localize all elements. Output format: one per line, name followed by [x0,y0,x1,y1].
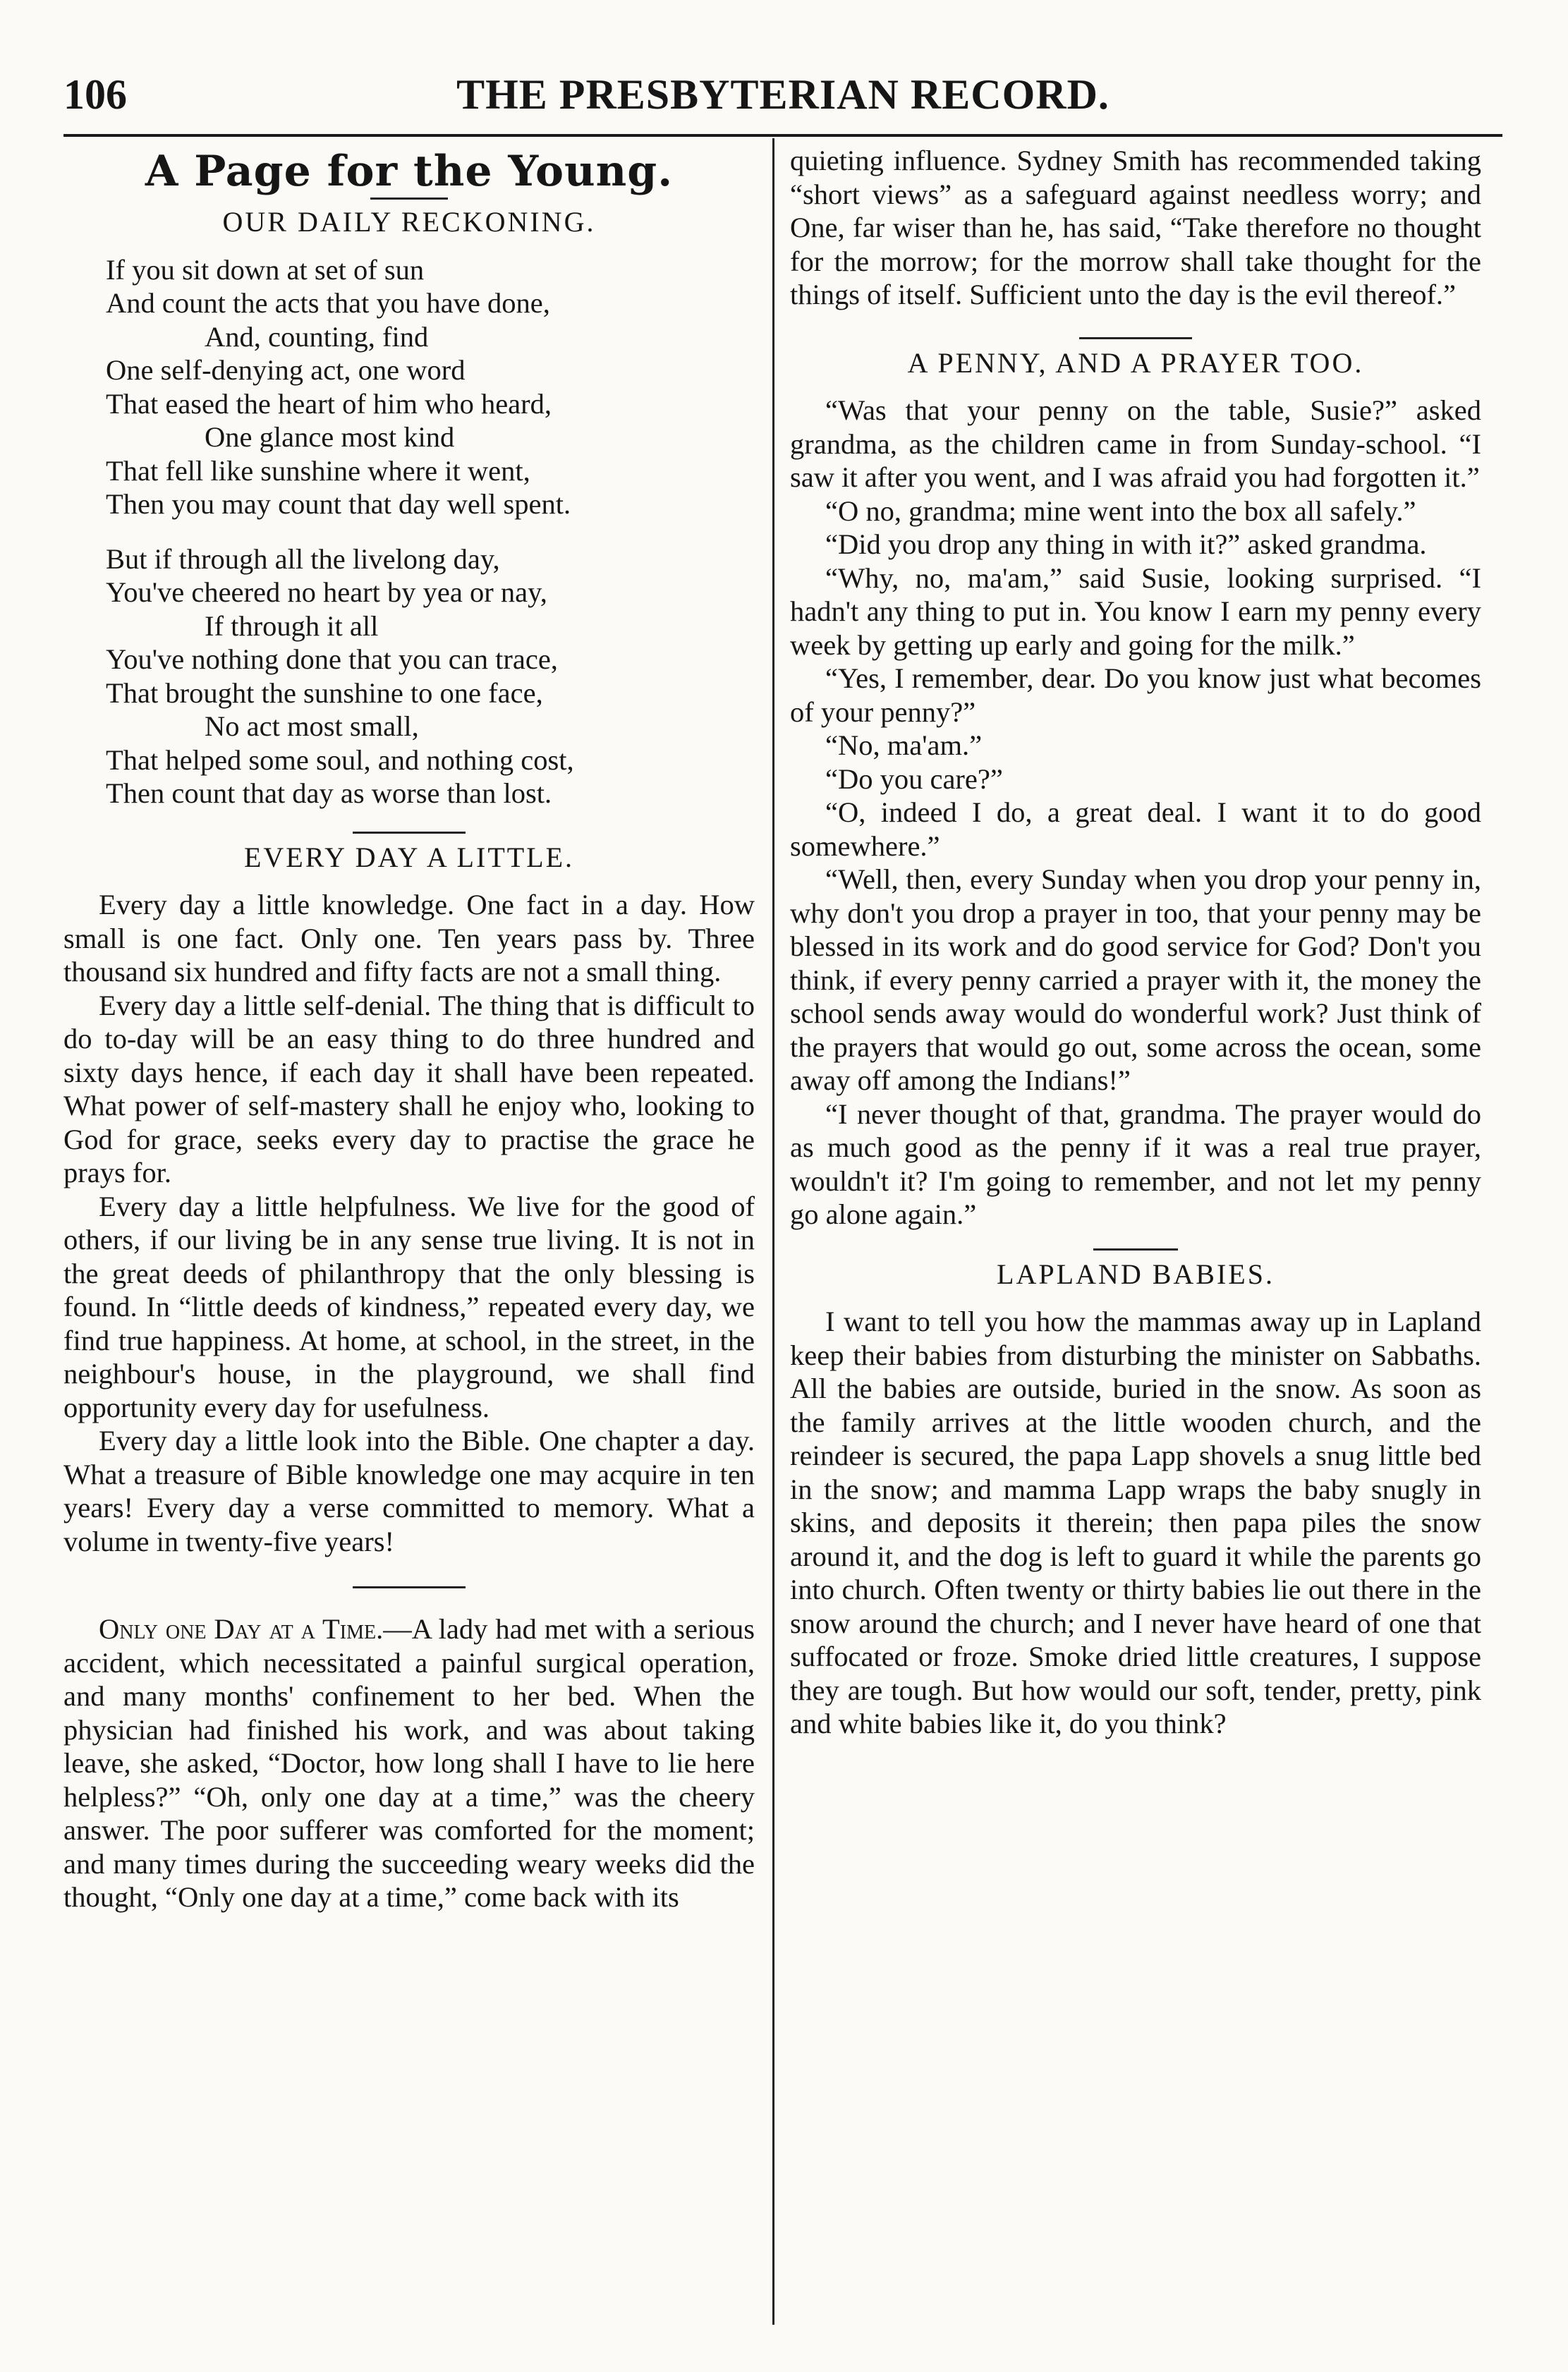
poem-line: You've nothing done that you can trace, [106,643,558,675]
journal-title: THE PRESBYTERIAN RECORD. [456,71,1110,118]
paragraph: “Was that your penny on the table, Susie?” asked grandma, as the children came in from Sunday-school. “I saw it after you went, and I was afraid you had forgotten it.” [790,394,1481,493]
page-heading: A Page for the Young. [145,147,674,196]
paragraph: Every day a little helpfulness. We live for the good of others, if our living be in any sense true living. It is not in the great deeds of philanthropy that the only blessing is found. In “little deeds of kindness,” repeated every day, we find true happiness. At home, at school, in the street, in the neighbour's house, in the playground, we shall find opportunity every day for usefulness. [63,1190,755,1423]
one-day-lead: Only one Day at a Time. [99,1613,384,1645]
poem-title: OUR DAILY RECKONING. [222,206,596,238]
paragraph: I want to tell you how the mammas away up in Lapland keep their babies from disturbing the minister on Sabbaths. All the babies are outside, buried in the snow. As soon as the family arrives at the little wooden church, and the reindeer is secured, the papa Lapp shovels a snug little bed in the snow; and mamma Lapp wraps the baby snugly in skins, and deposits it therein; then papa piles the snow around it, and the dog is left to guard it while the parents go into church. Often twenty or thirty babies lie out there in the snow around the church; and I never have heard of one that suffocated or froze. Smoke dried little creatures, I suppose they are tough. But how would our soft, tender, pretty, pink and white babies like it, do you think? [790,1306,1481,1739]
paragraph: “Well, then, every Sunday when you drop your penny in, why don't you drop a prayer in too, that your penny may be blessed in its work and do good service for God? Don't you think, if every penny carried a prayer with it, the money the school sends away would do wonderful work? Just think of the prayers that would go out, some across the ocean, some away off among the Indians!” [790,863,1481,1096]
column-divider [772,138,774,2325]
poem-line: If you sit down at set of sun [106,253,425,286]
poem-line: But if through all the livelong day, [106,542,500,575]
paragraph: “O, indeed I do, a great deal. I want it to do good somewhere.” [790,796,1481,862]
poem-line: No act most small, [205,710,419,742]
poem-line: One glance most kind [205,421,455,453]
section-rule [1079,337,1192,339]
paragraph: “O no, grandma; mine went into the box all safely.” [825,494,1416,527]
poem-line: That fell like sunshine where it went, [106,454,530,487]
poem-line: That helped some soul, and nothing cost, [106,743,574,776]
left-column [63,144,755,1914]
section-rule [353,1586,466,1588]
poem-line: You've cheered no heart by yea or nay, [106,576,547,608]
one-day-continuation: quieting influence. Sydney Smith has recommended taking “short views” as a safeguard against needless worry; and One, far wiser than he, has said, “Take therefore no thought for the morrow; for the morrow shall take thought for the things of itself. Sufficient unto the day is the evil thereof.” [790,145,1481,310]
every-day-title: EVERY DAY A LITTLE. [243,841,575,873]
page-number: 106 [63,71,127,118]
poem-line: Then you may count that day well spent. [106,488,571,520]
lapland-title: LAPLAND BABIES. [997,1258,1275,1290]
paragraph: “Did you drop any thing in with it?” asked grandma. [825,528,1427,560]
poem-line: That eased the heart of him who heard, [106,387,552,420]
poem-line: Then count that day as worse than lost. [106,777,552,809]
page-header [63,65,1502,137]
poem-line: One self-denying act, one word [106,354,466,386]
section-rule [1093,1248,1178,1251]
page [63,65,1502,2329]
poem-stanza-2 [106,542,755,810]
one-day-paragraph [63,1612,755,1914]
one-day-text: —A lady had met with a serious accident, which necessitated a painful surgical operation, and many months' confinement to her bed. When the physician had finished his work, and was about taking leave, she asked, “Doctor, how long shall I have to lie here helpless?” “Oh, only one day at a time,” was the cheery answer. The poor sufferer was comforted for the moment; and many times during the succeeding weary weeks did the thought, “Only one day at a time,” come back with its [63,1613,755,1913]
paragraph: “Yes, I remember, dear. Do you know just what becomes of your penny?” [790,662,1481,728]
paragraph: Every day a little self-denial. The thing that is difficult to do to-day will be an easy thing to do three hundred and sixty days hence, if each day it shall have been repeated. What power of self-mastery shall he enjoy who, looking to God for grace, seeks every day to practise the grace he prays for. [63,989,755,1188]
poem-line: And, counting, find [205,320,429,353]
paragraph: Every day a little look into the Bible. One chapter a day. What a treasure of Bible knowledge one may acquire in ten years! Every day a verse committed to memory. What a volume in twenty-five years! [63,1425,755,1557]
heading-rule [370,197,448,200]
paragraph: Every day a little knowledge. One fact in a day. How small is one fact. Only one. Ten years pass by. Three thousand six hundred and fifty facts are not a small thing. [63,889,755,987]
poem-stanza-1 [106,253,755,521]
poem-line: That brought the sunshine to one face, [106,676,543,709]
poem-line: If through it all [205,609,379,642]
paragraph: “No, ma'am.” [825,729,983,761]
poem-line: And count the acts that you have done, [106,287,550,319]
right-column [790,144,1481,1741]
penny-title: A PENNY, AND A PRAYER TOO. [907,346,1364,379]
paragraph: “Do you care?” [825,762,1003,795]
poem [106,253,755,810]
section-rule [353,832,466,834]
paragraph: “I never thought of that, grandma. The prayer would do as much good as the penny if it was a real true prayer, wouldn't it? I'm going to remember, and not let my penny go alone again.” [790,1097,1481,1230]
paragraph: “Why, no, ma'am,” said Susie, looking surprised. “I hadn't any thing to put in. You know I earn my penny every week by getting up early and going for the milk.” [790,561,1481,661]
